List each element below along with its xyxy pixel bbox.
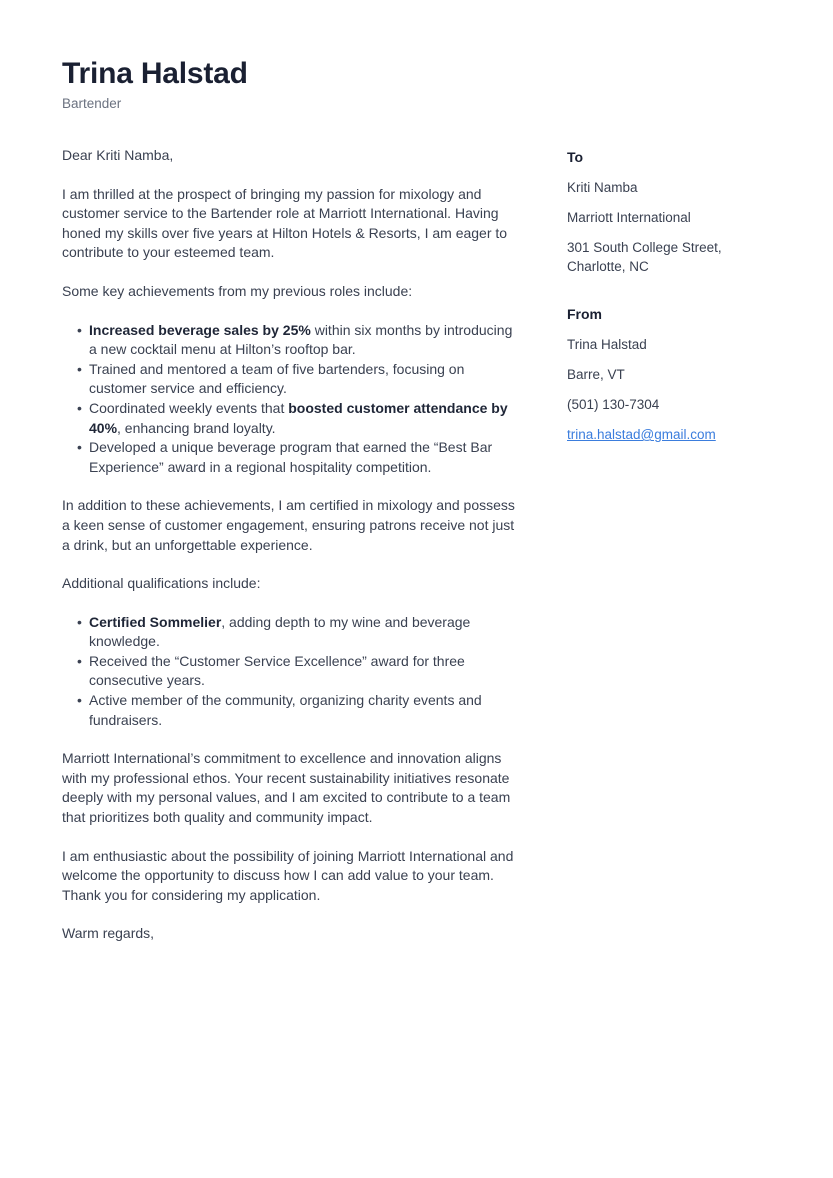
to-heading: To [567, 149, 584, 165]
achievements-list [62, 321, 524, 478]
intro-paragraph: I am thrilled at the prospect of bringing my passion for mixology and customer service to the Bartender role at Marriott International. Having honed my skills over five years at Hilton Hotels & Resorts, I am eager to contribute to your esteemed team. [62, 185, 508, 261]
letter-content-column [62, 146, 524, 944]
achievement-text: Trained and mentored a team of five bartenders, focusing on customer service and efficiency. [89, 360, 465, 397]
achievement-bold-text: boosted customer attendance by 40% [89, 399, 508, 436]
list-item [89, 360, 524, 399]
qualifications-list [62, 613, 524, 731]
list-item [89, 399, 524, 438]
qualification-text: Active member of the community, organizing charity events and fundraisers. [89, 692, 482, 728]
sender-location: Barre, VT [567, 367, 625, 382]
sign-off: Warm regards, [62, 925, 155, 942]
qualification-text: Received the “Customer Service Excellence” award for three consecutive years. [89, 652, 465, 689]
achievement-text: Coordinated weekly events that [89, 399, 289, 416]
recipient-address-line2: Charlotte, NC [567, 259, 649, 274]
achievement-text: , enhancing brand loyalty. [117, 419, 276, 436]
achievements-lead-in: Some key achievements from my previous roles include: [62, 282, 413, 299]
letter-body-columns [62, 146, 771, 944]
list-item [89, 613, 524, 652]
sender-phone: (501) 130-7304 [567, 397, 660, 412]
recipient-company: Marriott International [567, 210, 691, 225]
qualification-bold-text: Certified Sommelier [89, 613, 222, 630]
list-item [89, 652, 524, 691]
applicant-name: Trina Halstad [62, 57, 248, 90]
recipient-address-line1: 301 South College Street, [567, 240, 722, 255]
applicant-job-title: Bartender [62, 96, 122, 111]
from-heading: From [567, 306, 602, 322]
sender-name: Trina Halstad [567, 337, 647, 352]
middle-paragraph: In addition to these achievements, I am certified in mixology and possess a keen sense of customer engagement, ensuring patrons receive not just a drink, but an unforgettable experience. [62, 497, 515, 553]
contact-column [567, 146, 771, 444]
list-item [89, 691, 524, 730]
achievement-text: Developed a unique beverage program that earned the “Best Bar Experience” award in a regional hospitality competition. [89, 439, 493, 475]
salutation: Dear Kriti Namba, [62, 147, 174, 163]
achievement-text: within six months by introducing a new cocktail menu at Hilton’s rooftop bar. [89, 321, 513, 358]
qualification-text: , adding depth to my wine and beverage knowledge. [89, 613, 471, 650]
achievement-bold-text: Increased beverage sales by 25% [89, 321, 311, 338]
company-paragraph: Marriott International’s commitment to excellence and innovation aligns with my professional ethos. Your recent sustainability initiatives resonate deeply with my personal values, and I am excited to contribute to a team that prioritizes both quality and community impact. [62, 750, 511, 826]
letter-header [62, 56, 771, 112]
closing-paragraph: I am enthusiastic about the possibility of joining Marriott International and welcome the opportunity to discuss how I can add value to your team. Thank you for considering my application. [62, 847, 514, 903]
recipient-address [567, 238, 771, 276]
list-item [89, 321, 524, 360]
sender-email-link[interactable]: trina.halstad@gmail.com [567, 427, 716, 442]
qualifications-lead-in: Additional qualifications include: [62, 575, 261, 592]
recipient-name: Kriti Namba [567, 180, 638, 195]
list-item [89, 438, 524, 477]
